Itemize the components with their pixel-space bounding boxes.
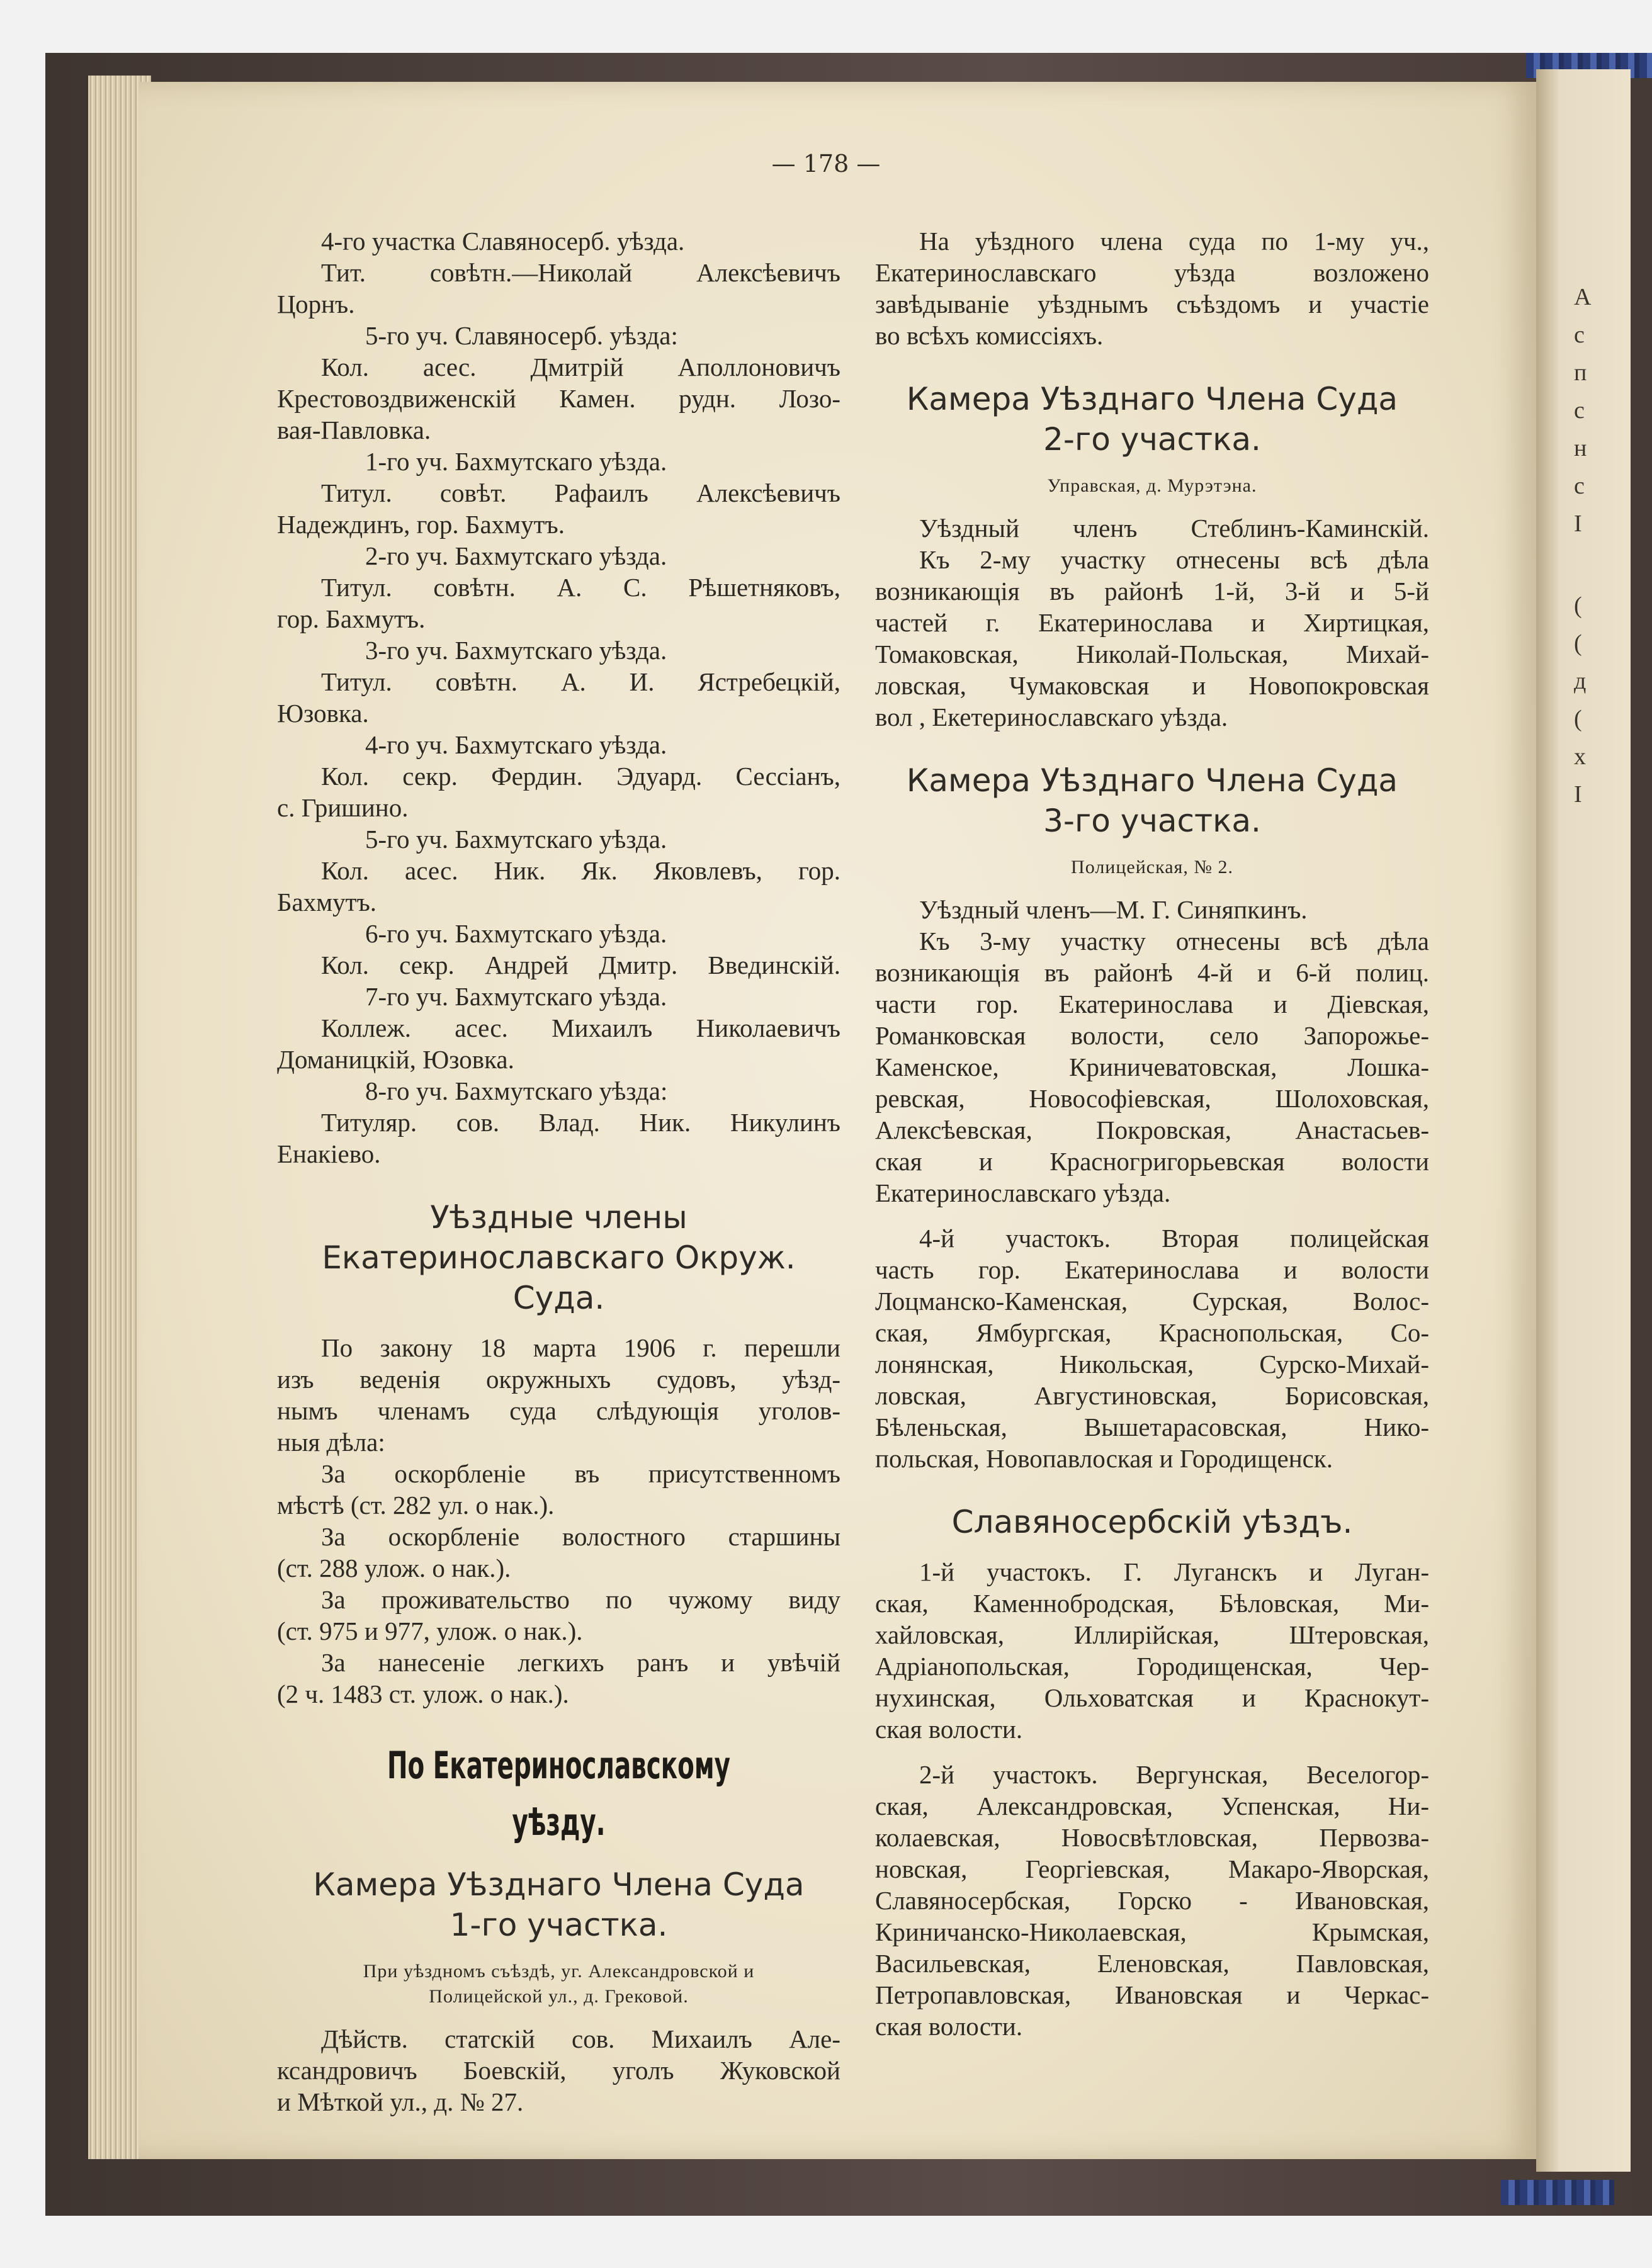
chamber-heading-line: Камера Уѣзднаго Члена Суда	[906, 381, 1398, 417]
chamber-address: Полицейская, № 2.	[1071, 857, 1233, 877]
text-line: Къ 2-му участку отнесены всѣ дѣла	[919, 545, 1429, 574]
text-line: 4-го участка Славяносерб. уѣзда.	[321, 227, 685, 256]
text-line: Титуляр. сов. Влад. Ник. Никулинъ	[321, 1108, 840, 1137]
text-line: вол , Екетеринославскаго уѣзда.	[875, 702, 1228, 731]
text-line: Славяносербская, Горско - Ивановская,	[875, 1886, 1429, 1915]
text-line: Каменское, Криничеватовская, Лошка-	[875, 1052, 1429, 1081]
text-line: Бахмутъ.	[277, 888, 377, 917]
text-line: Тит. совѣтн.—Николай Алексѣевичъ	[321, 258, 840, 287]
next-page-fragment: А	[1574, 284, 1592, 310]
uchastok4-text	[875, 1222, 1429, 1474]
text-line: 1-й участокъ. Г. Луганскъ и Луган-	[919, 1557, 1429, 1586]
right-column	[875, 225, 1429, 2042]
text-line: ская волости.	[875, 1715, 1023, 1744]
text-line: Адріанопольская, Городищенская, Чер-	[875, 1652, 1429, 1681]
chamber-heading-line: 1-го участка.	[450, 1907, 668, 1943]
text-line: и Мѣткой ул., д. № 27.	[277, 2087, 524, 2116]
next-page-fragment: п	[1574, 359, 1587, 386]
text-line: Бѣленьская, Вышетарасовская, Нико-	[875, 1413, 1429, 1441]
next-page-fragment: (	[1574, 592, 1582, 619]
next-page-edge	[1536, 69, 1631, 2172]
text-line: Томаковская, Николай-Польская, Михай-	[875, 640, 1429, 669]
text-line: 2-й участокъ. Вергунская, Веселогор-	[919, 1760, 1429, 1789]
text-line: (ст. 288 улож. о нак.).	[277, 1554, 511, 1583]
chamber-address: При уѣздномъ съѣздѣ, уг. Александровской и	[363, 1961, 755, 1982]
intro-text	[875, 225, 1429, 351]
text-line: Енакіево.	[277, 1139, 381, 1168]
next-page-fragment: (	[1574, 630, 1582, 657]
text-line: Титул. совѣтн. А. И. Ястребецкій,	[321, 667, 840, 696]
text-line: Криничанско-Николаевская, Крымская,	[875, 1917, 1429, 1946]
text-line: Петропавловская, Ивановская и Черкас-	[875, 1980, 1429, 2009]
chamber-heading-line: 2-го участка.	[1043, 421, 1261, 458]
text-line: По закону 18 марта 1906 г. перешли	[321, 1333, 840, 1362]
text-line: Надеждинъ, гор. Бахмутъ.	[277, 510, 565, 539]
text-line: во всѣхъ комиссіяхъ.	[875, 321, 1104, 350]
text-line: На уѣздного члена суда по 1-му уч.,	[919, 227, 1429, 256]
text-line: 5-го уч. Бахмутскаго уѣзда.	[365, 825, 667, 854]
text-line: гор. Бахмутъ.	[277, 604, 426, 633]
text-line: ская, Каменнобродская, Бѣловская, Ми-	[875, 1589, 1429, 1618]
text-line: возникающія въ районѣ 4-й и 6-й полиц.	[875, 958, 1429, 987]
text-line: За оскорбленіе волостного старшины	[321, 1522, 840, 1551]
text-line: 7-го уч. Бахмутскаго уѣзда.	[365, 982, 667, 1011]
text-line: 2-го уч. Бахмутскаго уѣзда.	[365, 541, 667, 570]
text-line: За оскорбленіе въ присутственномъ	[321, 1459, 840, 1488]
text-line: мѣстѣ (ст. 282 ул. о нак.).	[277, 1491, 555, 1520]
text-line: частей г. Екатеринослава и Хиртицкая,	[875, 608, 1429, 637]
text-line: Доманицкій, Юзовка.	[277, 1045, 514, 1074]
text-line: ская, Александровская, Успенская, Ни-	[875, 1791, 1429, 1820]
text-line: возникающія въ районѣ 1-й, 3-й и 5-й	[875, 577, 1429, 606]
next-page-fragment: с	[1574, 473, 1585, 499]
text-line: Кол. асес. Ник. Як. Яковлевъ, гор.	[321, 856, 840, 885]
text-line: Лоцманско-Каменская, Сурская, Волос-	[875, 1287, 1429, 1316]
text-line: Кол. секр. Фердин. Эдуард. Сессіанъ,	[321, 762, 840, 791]
text-line: части гор. Екатеринослава и Діевская,	[875, 990, 1429, 1018]
next-page-fragment: х	[1574, 743, 1586, 770]
law-text	[277, 1332, 840, 1710]
chamber-address: Управская, д. Мурэтэна.	[1047, 475, 1257, 496]
text-line: с. Гришино.	[277, 793, 409, 822]
text-line: нухинская, Ольховатская и Краснокут-	[875, 1683, 1429, 1712]
text-line: 3-го уч. Бахмутскаго уѣзда.	[365, 636, 667, 665]
slav1-text	[875, 1556, 1429, 1745]
bookmark-ribbon-bottom	[1501, 2180, 1614, 2205]
next-page-fragment: (	[1574, 706, 1582, 732]
text-line: лонянская, Никольская, Сурско-Михай-	[875, 1350, 1429, 1379]
text-line: часть гор. Екатеринослава и волости	[875, 1255, 1429, 1284]
text-line: 1-го уч. Бахмутскаго уѣзда.	[365, 447, 667, 476]
text-line: Титул. совѣт. Рафаилъ Алексѣевичъ	[321, 478, 840, 507]
text-line: новская, Георгіевская, Макаро-Яворская,	[875, 1854, 1429, 1883]
text-line: 4-го уч. Бахмутскаго уѣзда.	[365, 730, 667, 759]
section-heading-line: Екатеринославскаго Окруж. Суда.	[322, 1239, 796, 1316]
text-line: Уѣздный членъ Стеблинъ-Каминскій.	[919, 514, 1429, 543]
chamber-heading-line: 3-го участка.	[1043, 803, 1261, 839]
next-page-fragment: д	[1574, 668, 1587, 694]
text-line: вая-Павловка.	[277, 415, 431, 444]
text-line: 4-й участокъ. Вторая полицейская	[919, 1224, 1429, 1253]
text-line: хайловская, Иллирійская, Штеровская,	[875, 1620, 1429, 1649]
chamber1-text	[277, 2023, 840, 2118]
slav2-text	[875, 1759, 1429, 2042]
text-line: Коллеж. асес. Михаилъ Николаевичъ	[321, 1013, 840, 1042]
text-line: ловская, Августиновская, Борисовская,	[875, 1381, 1429, 1410]
text-line: (2 ч. 1483 ст. улож. о нак.).	[277, 1679, 569, 1708]
text-line: ксандровичъ Боевскій, уголъ Жуковской	[277, 2056, 840, 2085]
chamber-address: Полицейской ул., д. Грековой.	[429, 1986, 689, 2007]
next-page-fragment: І	[1574, 511, 1582, 537]
text-line: За нанесеніе легкихъ ранъ и увѣчій	[321, 1648, 840, 1677]
text-line: Къ 3-му участку отнесены всѣ дѣла	[919, 927, 1429, 956]
text-line: 5-го уч. Славяносерб. уѣзда:	[365, 321, 678, 350]
text-line: Екатеринославскаго уѣзда.	[875, 1178, 1171, 1207]
text-line: ныя дѣла:	[277, 1428, 385, 1457]
text-line: Кол. асес. Дмитрій Аполлоновичъ	[321, 353, 840, 381]
text-line: ская и Красногригорьевская волости	[875, 1147, 1429, 1176]
text-line: польская, Новопавлоская и Городищенск.	[875, 1444, 1333, 1473]
text-line: ревская, Новософіевская, Шолоховская,	[875, 1084, 1429, 1113]
chamber-heading-line: Камера Уѣзднаго Члена Суда	[313, 1866, 805, 1903]
left-entries	[277, 225, 840, 1170]
text-line: 8-го уч. Бахмутскаго уѣзда:	[365, 1076, 668, 1105]
text-line: За проживательство по чужому виду	[321, 1585, 840, 1614]
page-number: — 178 —	[771, 150, 881, 178]
chamber3-text	[875, 894, 1429, 1209]
next-page-fragment: с	[1574, 322, 1585, 348]
chamber2-text	[875, 512, 1429, 733]
text-line: ская, Ямбургская, Краснопольская, Со-	[875, 1318, 1429, 1347]
text-line: Дѣйств. статскій сов. Михаилъ Але-	[321, 2024, 840, 2053]
text-line: Романковская волости, село Запорожье-	[875, 1021, 1429, 1050]
slavyanoserb-heading: Славяносербскій уѣздъ.	[951, 1504, 1353, 1540]
left-column	[277, 225, 840, 2118]
text-line: (ст. 975 и 977, улож. о нак.).	[277, 1616, 583, 1645]
text-line: ловская, Чумаковская и Новопокровская	[875, 671, 1429, 700]
chamber-heading-line: Камера Уѣзднаго Члена Суда	[906, 762, 1398, 799]
text-line: завѣдываніе уѣзднымъ съѣздомъ и участіе	[875, 290, 1429, 319]
text-line: Кол. секр. Андрей Дмитр. Введинскій.	[321, 951, 840, 979]
section-heading-line: Уѣздные члены	[430, 1199, 687, 1236]
next-page-fragment: н	[1574, 435, 1587, 461]
text-line: Юзовка.	[277, 699, 369, 728]
text-line: колаевская, Новосвѣтловская, Первозва-	[875, 1823, 1429, 1852]
next-page-fragment: с	[1574, 397, 1585, 424]
text-line: Алексѣевская, Покровская, Анастасьев-	[875, 1115, 1429, 1144]
district-heading: По Екатеринославскому уѣзду.	[387, 1744, 730, 1844]
text-line: Екатеринославскаго уѣзда возложено	[875, 258, 1429, 287]
text-line: Цорнъ.	[277, 290, 355, 319]
text-line: нымъ членамъ суда слѣдующія уголов-	[277, 1396, 840, 1425]
text-line: Крестовоздвиженскій Камен. рудн. Лозо-	[277, 384, 840, 413]
text-line: Уѣздный членъ—М. Г. Синяпкинъ.	[919, 895, 1308, 924]
text-line: изъ веденія окружныхъ судовъ, уѣзд-	[277, 1365, 840, 1394]
next-page-fragment: І	[1574, 781, 1582, 808]
text-line: ская волости.	[875, 2012, 1023, 2041]
text-line: 6-го уч. Бахмутскаго уѣзда.	[365, 919, 667, 948]
text-line: Титул. совѣтн. А. С. Рѣшетняковъ,	[321, 573, 840, 602]
text-line: Васильевская, Еленовская, Павловская,	[875, 1949, 1429, 1978]
